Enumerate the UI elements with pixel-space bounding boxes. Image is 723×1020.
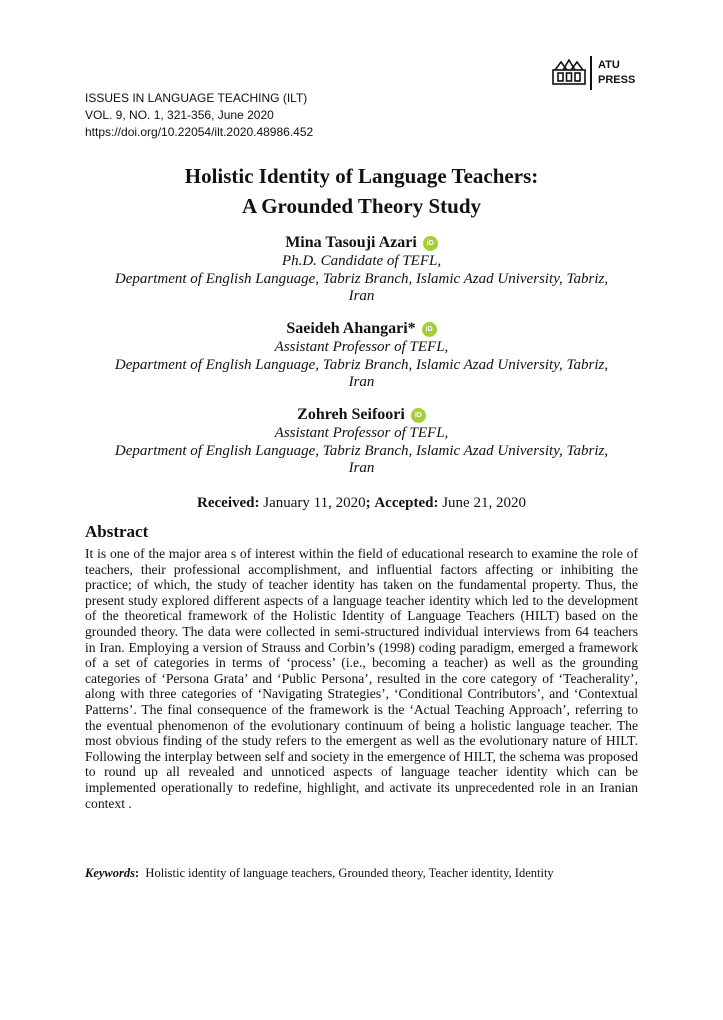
author-name-text: Saeideh Ahangari*: [286, 320, 416, 337]
title-line2: A Grounded Theory Study: [241, 194, 482, 218]
dates-separator: ;: [365, 495, 371, 511]
author-country: Iran: [348, 288, 375, 304]
submission-dates: [85, 495, 638, 512]
author-role: Ph.D. Candidate of TEFL,: [281, 253, 442, 269]
author-role: Assistant Professor of TEFL,: [274, 339, 449, 355]
author-block-3: [85, 405, 638, 478]
received-label: Received:: [197, 495, 260, 511]
journal-volume: VOL. 9, NO. 1, 321-356, June 2020: [85, 108, 274, 122]
publisher-name: [598, 58, 635, 88]
author-name-text: Zohreh Seifoori: [297, 406, 405, 423]
publisher-line1: ATU: [598, 59, 620, 71]
author-name: [85, 319, 638, 339]
keywords-colon: :: [135, 866, 140, 880]
orcid-icon[interactable]: iD: [423, 236, 438, 251]
logo-divider: [590, 56, 592, 90]
author-department: Department of English Language, Tabriz Branch, Islamic Azad University, Tabriz,: [114, 442, 609, 459]
publisher-line2: PRESS: [598, 74, 636, 86]
author-department: Department of English Language, Tabriz Branch, Islamic Azad University, Tabriz,: [114, 270, 609, 287]
keywords-text: Holistic identity of language teachers, Grounded theory, Teacher identity, Identity: [145, 866, 554, 880]
author-role: Assistant Professor of TEFL,: [274, 425, 449, 441]
abstract-heading: Abstract: [85, 522, 149, 541]
accepted-label: Accepted:: [374, 495, 439, 511]
author-name: [85, 405, 638, 425]
author-block-1: [85, 233, 638, 306]
received-date: January 11, 2020: [263, 495, 366, 511]
journal-doi[interactable]: https://doi.org/10.22054/ilt.2020.48986.452: [85, 125, 314, 139]
author-country: Iran: [348, 460, 375, 476]
orcid-icon[interactable]: iD: [422, 322, 437, 337]
abstract-text: It is one of the major area s of interest within the field of educational research to examine the role of teachers, their professional accomplishment, and influential factors affecting or inhibiting the practice; of which, the study of teacher identity has taken on the fundamental property. Thus, the present study explored different aspects of a language teacher identity which led to the development of the theoretical framework of the Holistic Identity of Language Teachers (HILT) based on the grounded theory. The data were collected in semi-structured individual interviews from 64 teachers in Iran. Employing a version of Strauss and Corbin’s (1998) coding paradigm, emerged a framework of a set of categories in terms of ‘process’ (i.e., becoming a teacher) as well as the grounding categories of ‘Persona Grata’ and ‘Public Persona’, resulted in the core category of ‘Teacherality’, along with three categories of ‘Navigating Strategies’, ‘Conditional Contributors’, and ‘Contextual Patterns’. The final consequence of the framework is the ‘Actual Teaching Approach’, referring to the eventual phenomenon of the evolutionary continuum of being a holistic language teacher. The most obvious finding of the study refers to the emergent as well as the evolutionary nature of HILT. Following the interplay between self and society in the emergence of HILT, the schema was proposed to round up all revealed and unnoticed aspects of language teacher identity which can be implemented operationally to redefine, highlight, and activate its unprecedented role in an Iranian context .: [85, 546, 638, 811]
keywords-label: Keywords: [85, 866, 135, 880]
orcid-icon[interactable]: iD: [411, 408, 426, 423]
publisher-logo: [551, 52, 641, 92]
author-name-text: Mina Tasouji Azari: [285, 234, 417, 251]
journal-info: [85, 90, 313, 141]
journal-name: ISSUES IN LANGUAGE TEACHING (ILT): [85, 91, 308, 105]
author-department: Department of English Language, Tabriz Branch, Islamic Azad University, Tabriz,: [114, 356, 609, 373]
author-block-2: [85, 319, 638, 392]
author-country: Iran: [348, 374, 375, 390]
keywords: [85, 866, 645, 881]
title-line1: Holistic Identity of Language Teachers:: [184, 164, 539, 188]
atu-emblem-icon: [551, 58, 587, 86]
author-name: [85, 233, 638, 253]
accepted-date: June 21, 2020: [442, 495, 526, 511]
paper-title: [85, 161, 638, 221]
